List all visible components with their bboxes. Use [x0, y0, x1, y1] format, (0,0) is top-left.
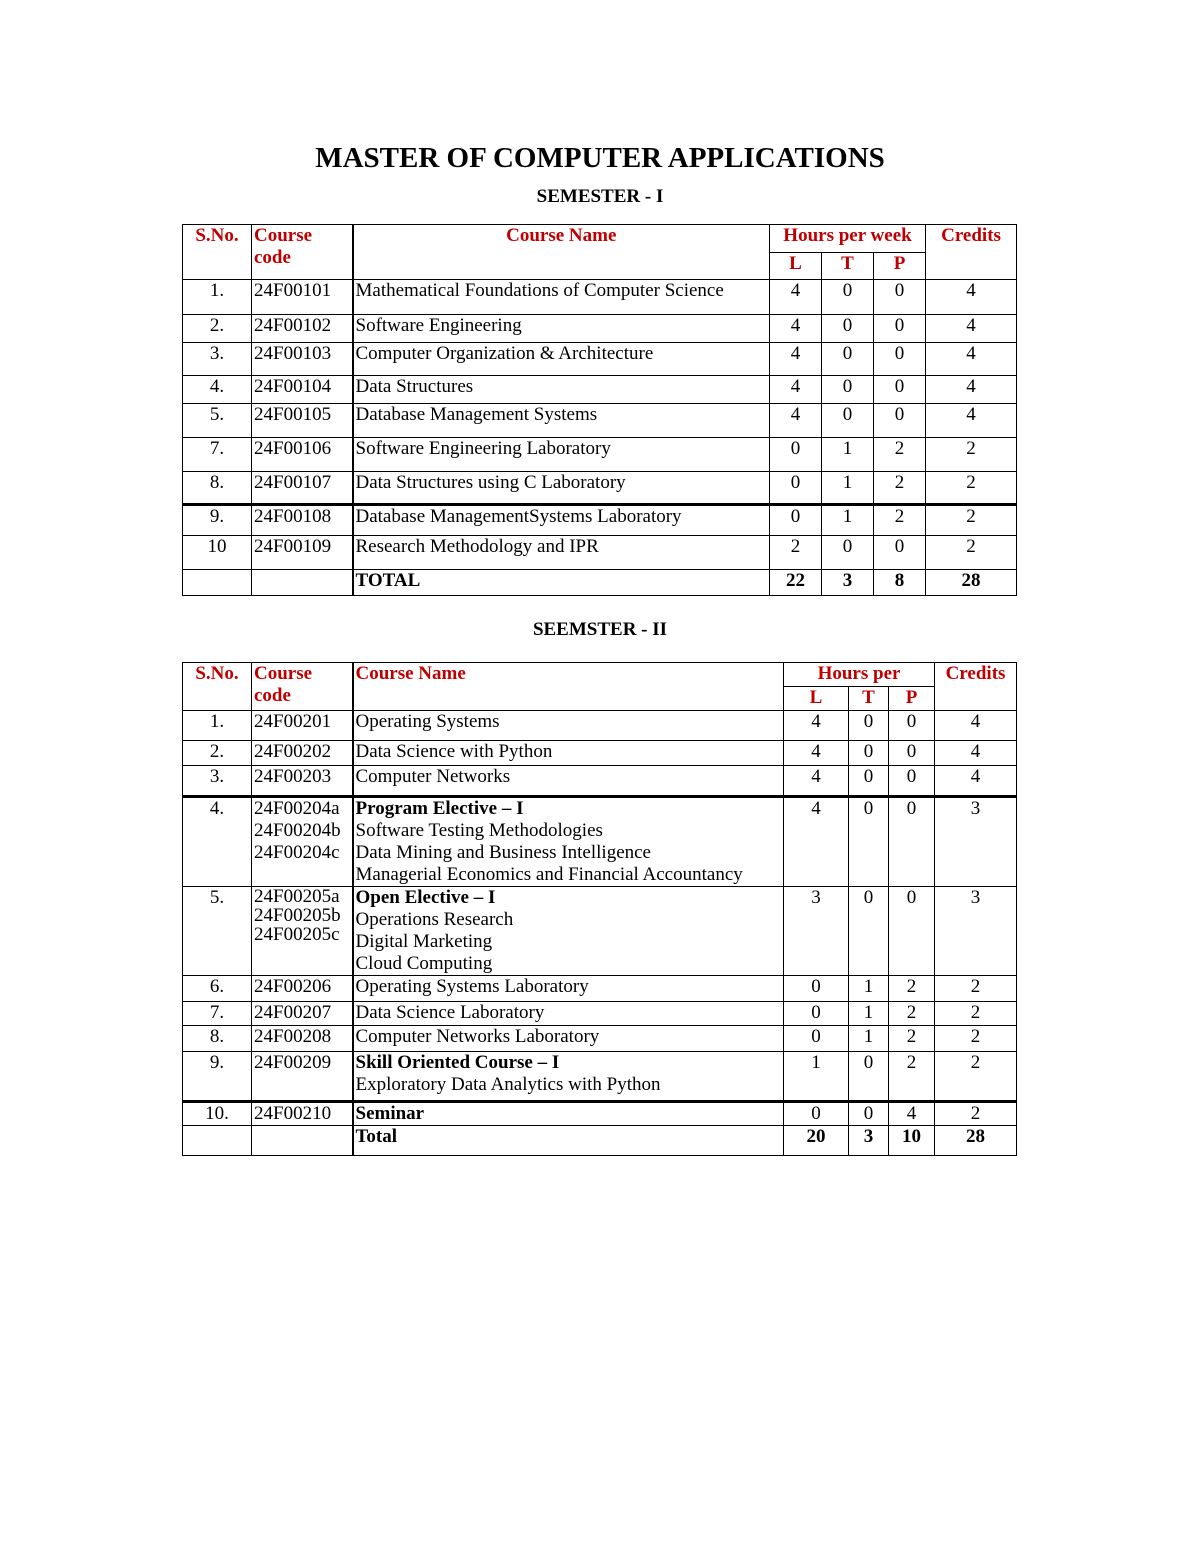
- row-credits: 4: [926, 404, 1017, 438]
- row-p: 0: [889, 741, 935, 766]
- row-t: 0: [822, 376, 874, 404]
- row-t: 1: [822, 505, 874, 536]
- total-l: 20: [784, 1126, 849, 1156]
- row-l: 4: [784, 797, 849, 887]
- row-code: 24F00204b: [254, 820, 341, 841]
- header-l: L: [784, 687, 849, 711]
- row-t: 1: [822, 472, 874, 505]
- row-l: 4: [770, 280, 822, 315]
- header-t: T: [849, 687, 889, 711]
- total-code: [252, 1126, 353, 1156]
- skill-option: Exploratory Data Analytics with Python: [355, 1074, 661, 1095]
- table-row: [183, 505, 1017, 536]
- table-row: [183, 536, 1017, 570]
- total-p: 8: [874, 570, 926, 596]
- row-l: 0: [770, 472, 822, 505]
- row-credits: 4: [935, 766, 1017, 797]
- row-l: 4: [770, 315, 822, 343]
- row-codes: [252, 887, 353, 976]
- row-name: Operating Systems: [353, 711, 784, 741]
- row-t: 0: [822, 536, 874, 570]
- row-p: 0: [874, 536, 926, 570]
- row-credits: 2: [935, 976, 1017, 1002]
- semester-2-heading: SEEMSTER - II: [532, 619, 668, 640]
- row-code: 24F00206: [252, 976, 353, 1002]
- header-credits: Credits: [935, 663, 1017, 711]
- table-row: [183, 711, 1017, 741]
- row-t: 0: [849, 741, 889, 766]
- row-t: 1: [849, 1026, 889, 1052]
- row-credits: 2: [926, 505, 1017, 536]
- header-hours: Hours per week: [770, 225, 926, 253]
- header-t: T: [822, 253, 874, 280]
- row-code: 24F00204a: [254, 798, 340, 819]
- row-sno: 9.: [183, 1052, 252, 1102]
- row-name: Research Methodology and IPR: [353, 536, 770, 570]
- row-t: 0: [822, 280, 874, 315]
- row-name: [353, 1052, 784, 1102]
- row-credits: 3: [935, 887, 1017, 976]
- row-name: Computer Networks Laboratory: [353, 1026, 784, 1052]
- row-l: 1: [784, 1052, 849, 1102]
- row-code: 24F00104: [252, 376, 353, 404]
- row-name: Mathematical Foundations of Computer Science: [353, 280, 770, 315]
- row-code: 24F00107: [252, 472, 353, 505]
- total-sno: [183, 570, 252, 596]
- row-p: 2: [889, 1026, 935, 1052]
- total-p: 10: [889, 1126, 935, 1156]
- row-l: 4: [770, 343, 822, 376]
- header-course-name: Course Name: [353, 225, 770, 280]
- row-code: 24F00210: [252, 1102, 353, 1126]
- row-sno: 8.: [183, 472, 252, 505]
- row-p: 0: [874, 315, 926, 343]
- row-sno: 7.: [183, 438, 252, 472]
- row-sno: 7.: [183, 1002, 252, 1026]
- row-l: 0: [770, 438, 822, 472]
- row-p: 0: [874, 280, 926, 315]
- table-row: [183, 472, 1017, 505]
- total-t: 3: [822, 570, 874, 596]
- elective-option: Managerial Economics and Financial Accountancy: [355, 864, 743, 885]
- page-title: MASTER OF COMPUTER APPLICATIONS: [315, 142, 885, 174]
- row-code: 24F00203: [252, 766, 353, 797]
- elective-option: Digital Marketing: [355, 931, 493, 952]
- semester-1-heading: SEMESTER - I: [536, 186, 664, 207]
- total-sno: [183, 1126, 252, 1156]
- total-l: 22: [770, 570, 822, 596]
- row-sno: 3.: [183, 343, 252, 376]
- row-t: 0: [849, 887, 889, 976]
- row-code: 24F00102: [252, 315, 353, 343]
- row-code: 24F00205a: [254, 886, 340, 907]
- row-credits: 2: [926, 536, 1017, 570]
- table-row: [183, 1102, 1017, 1126]
- row-p: 0: [874, 343, 926, 376]
- row-p: 2: [874, 472, 926, 505]
- table-row: [183, 766, 1017, 797]
- row-sno: 8.: [183, 1026, 252, 1052]
- elective-option: Data Mining and Business Intelligence: [355, 842, 651, 863]
- row-name: Data Structures using C Laboratory: [353, 472, 770, 505]
- row-p: 2: [874, 505, 926, 536]
- row-sno: 10: [183, 536, 252, 570]
- row-code: 24F00201: [252, 711, 353, 741]
- row-name: [353, 887, 784, 976]
- total-label: Total: [353, 1126, 784, 1156]
- elective-option: Cloud Computing: [355, 953, 493, 974]
- row-code: 24F00208: [252, 1026, 353, 1052]
- row-credits: 2: [926, 438, 1017, 472]
- elective-heading: Open Elective – I: [355, 887, 496, 908]
- row-p: 0: [889, 711, 935, 741]
- row-name: Data Science with Python: [353, 741, 784, 766]
- row-code: 24F00103: [252, 343, 353, 376]
- total-t: 3: [849, 1126, 889, 1156]
- header-course-code: Course code: [252, 663, 353, 711]
- row-t: 1: [849, 1002, 889, 1026]
- row-p: 2: [889, 1052, 935, 1102]
- row-code: 24F00204c: [254, 842, 340, 863]
- header-credits: Credits: [926, 225, 1017, 280]
- row-code: 24F00109: [252, 536, 353, 570]
- row-sno: 2.: [183, 315, 252, 343]
- row-credits: 3: [935, 797, 1017, 887]
- row-name: Computer Networks: [353, 766, 784, 797]
- row-p: 2: [874, 438, 926, 472]
- row-l: 4: [784, 741, 849, 766]
- row-name: Data Structures: [353, 376, 770, 404]
- row-l: 0: [784, 1026, 849, 1052]
- row-t: 0: [822, 315, 874, 343]
- row-name: Database ManagementSystems Laboratory: [353, 505, 770, 536]
- row-l: 0: [770, 505, 822, 536]
- row-name: Data Science Laboratory: [353, 1002, 784, 1026]
- row-l: 4: [770, 404, 822, 438]
- row-l: 2: [770, 536, 822, 570]
- row-p: 4: [889, 1102, 935, 1126]
- row-sno: 4.: [183, 376, 252, 404]
- row-t: 0: [822, 404, 874, 438]
- table-row: [183, 976, 1017, 1002]
- table-row: [183, 797, 1017, 887]
- row-code: 24F00207: [252, 1002, 353, 1026]
- row-p: 2: [889, 1002, 935, 1026]
- row-code: 24F00205c: [254, 924, 340, 945]
- row-l: 4: [784, 711, 849, 741]
- header-sno: S.No.: [183, 663, 252, 711]
- total-row: [183, 1126, 1017, 1156]
- row-credits: 4: [926, 315, 1017, 343]
- row-name: [353, 797, 784, 887]
- row-name: Software Engineering: [353, 315, 770, 343]
- row-code: 24F00101: [252, 280, 353, 315]
- row-credits: 2: [935, 1002, 1017, 1026]
- row-name: Operating Systems Laboratory: [353, 976, 784, 1002]
- table-row: [183, 438, 1017, 472]
- total-credits: 28: [926, 570, 1017, 596]
- elective-option: Software Testing Methodologies: [355, 820, 603, 841]
- row-sno: 5.: [183, 404, 252, 438]
- row-codes: [252, 797, 353, 887]
- row-name: Database Management Systems: [353, 404, 770, 438]
- table-row: [183, 1026, 1017, 1052]
- row-code: 24F00108: [252, 505, 353, 536]
- row-sno: 3.: [183, 766, 252, 797]
- row-t: 0: [849, 711, 889, 741]
- row-l: 0: [784, 1102, 849, 1126]
- row-p: 0: [874, 376, 926, 404]
- row-l: 0: [784, 976, 849, 1002]
- row-name: Software Engineering Laboratory: [353, 438, 770, 472]
- row-sno: 5.: [183, 887, 252, 976]
- row-l: 3: [784, 887, 849, 976]
- skill-heading: Skill Oriented Course – I: [355, 1052, 560, 1073]
- table-row: [183, 1052, 1017, 1102]
- row-credits: 2: [926, 472, 1017, 505]
- header-course-name: Course Name: [353, 663, 784, 711]
- semester-1-table: [182, 224, 1017, 596]
- row-sno: 10.: [183, 1102, 252, 1126]
- header-p: P: [874, 253, 926, 280]
- row-l: 4: [770, 376, 822, 404]
- table-row: [183, 280, 1017, 315]
- row-code: 24F00105: [252, 404, 353, 438]
- row-name: Seminar: [353, 1102, 784, 1126]
- row-code: 24F00106: [252, 438, 353, 472]
- row-credits: 4: [935, 711, 1017, 741]
- row-p: 0: [874, 404, 926, 438]
- table-row: [183, 741, 1017, 766]
- row-credits: 2: [935, 1052, 1017, 1102]
- row-credits: 4: [926, 343, 1017, 376]
- row-sno: 9.: [183, 505, 252, 536]
- total-row: [183, 570, 1017, 596]
- total-code: [252, 570, 353, 596]
- header-course-code: Course code: [252, 225, 353, 280]
- row-t: 0: [849, 1102, 889, 1126]
- row-sno: 1.: [183, 280, 252, 315]
- table-row: [183, 887, 1017, 976]
- row-code: 24F00202: [252, 741, 353, 766]
- header-hours: Hours per: [784, 663, 935, 687]
- row-p: 0: [889, 797, 935, 887]
- row-t: 1: [849, 976, 889, 1002]
- row-t: 0: [849, 1052, 889, 1102]
- table-row: [183, 343, 1017, 376]
- row-name: Computer Organization & Architecture: [353, 343, 770, 376]
- row-code: 24F00209: [252, 1052, 353, 1102]
- row-sno: 2.: [183, 741, 252, 766]
- row-credits: 4: [926, 280, 1017, 315]
- row-sno: 4.: [183, 797, 252, 887]
- row-p: 0: [889, 766, 935, 797]
- elective-option: Operations Research: [355, 909, 514, 930]
- table-row: [183, 315, 1017, 343]
- row-l: 0: [784, 1002, 849, 1026]
- row-credits: 2: [935, 1102, 1017, 1126]
- row-p: 0: [889, 887, 935, 976]
- row-t: 0: [849, 766, 889, 797]
- header-p: P: [889, 687, 935, 711]
- row-credits: 2: [935, 1026, 1017, 1052]
- row-credits: 4: [926, 376, 1017, 404]
- row-sno: 1.: [183, 711, 252, 741]
- total-credits: 28: [935, 1126, 1017, 1156]
- header-sno: S.No.: [183, 225, 252, 280]
- header-l: L: [770, 253, 822, 280]
- table-row: [183, 376, 1017, 404]
- row-l: 4: [784, 766, 849, 797]
- elective-heading: Program Elective – I: [355, 798, 524, 819]
- table-row: [183, 1002, 1017, 1026]
- row-t: 1: [822, 438, 874, 472]
- table-row: [183, 404, 1017, 438]
- semester-2-table: [182, 662, 1017, 1156]
- row-p: 2: [889, 976, 935, 1002]
- row-credits: 4: [935, 741, 1017, 766]
- total-label: TOTAL: [353, 570, 770, 596]
- row-sno: 6.: [183, 976, 252, 1002]
- row-t: 0: [849, 797, 889, 887]
- row-t: 0: [822, 343, 874, 376]
- row-code: 24F00205b: [254, 905, 341, 926]
